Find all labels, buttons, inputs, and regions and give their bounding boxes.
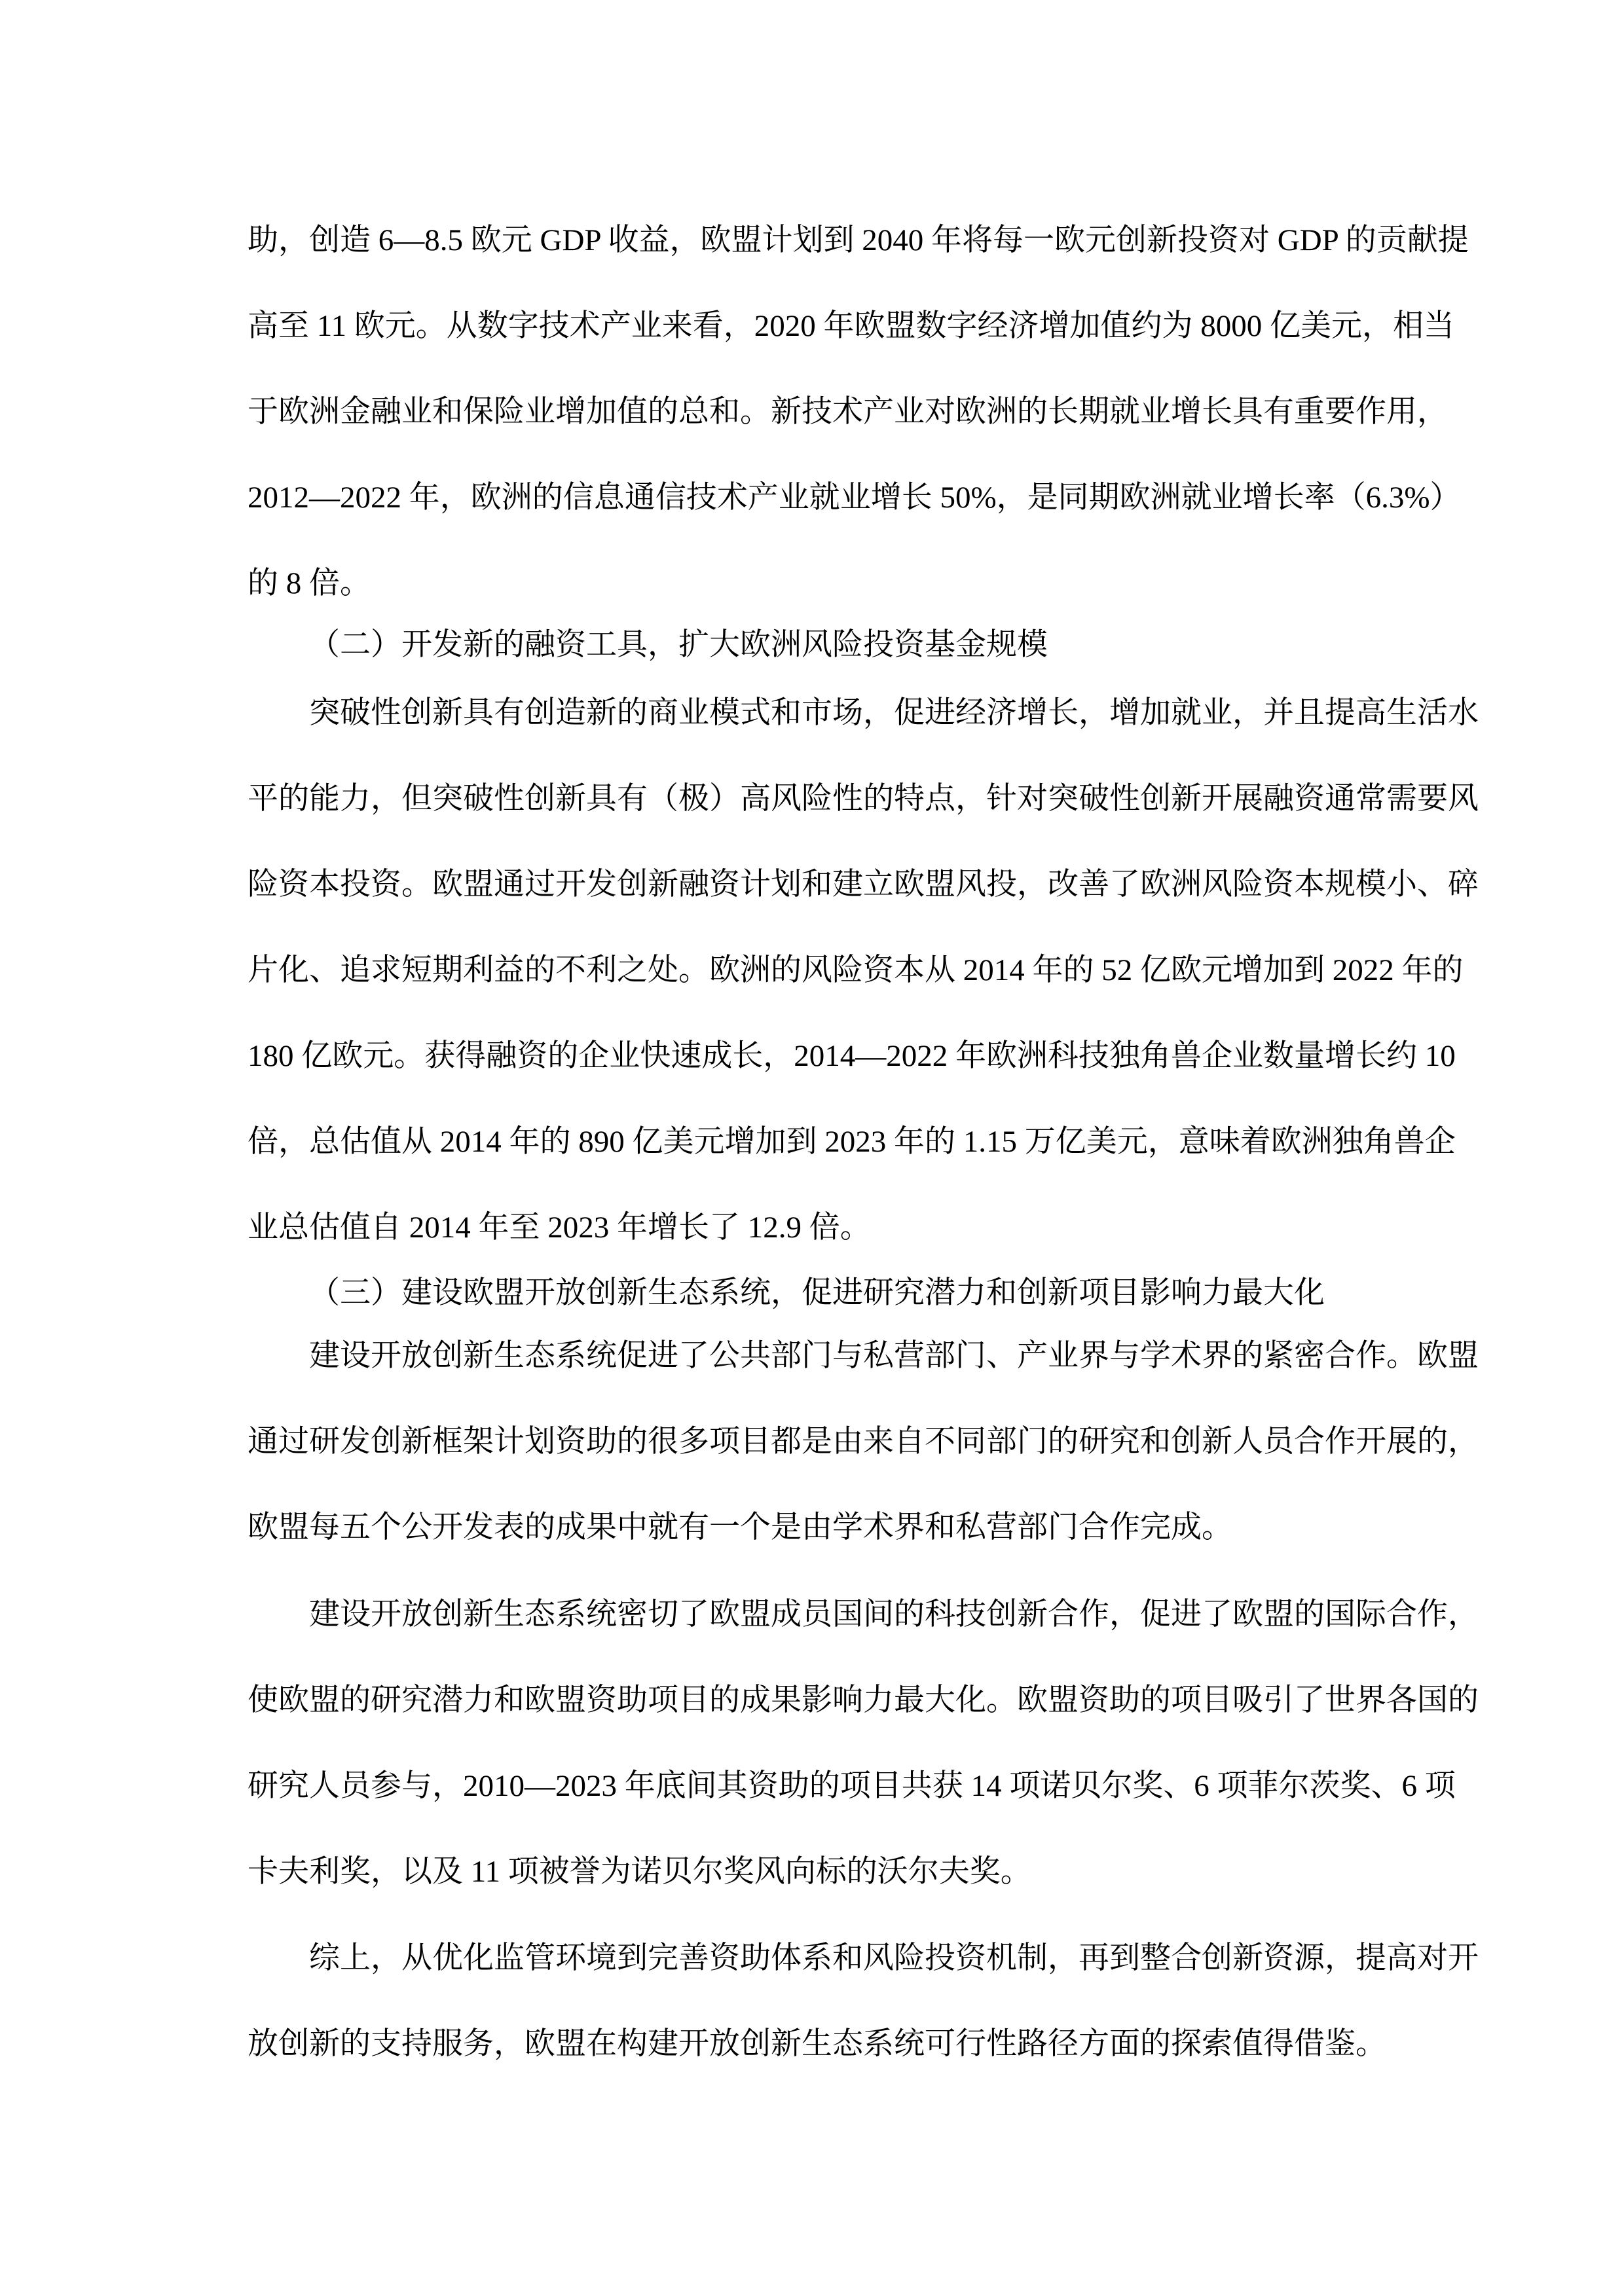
text-line: 高至 11 欧元。从数字技术产业来看，2020 年欧盟数字经济增加值约为 8000 亿美元，相当 — [248, 309, 1455, 343]
text-line: 的 8 倍。 — [248, 566, 371, 600]
text-line: 业总估值自 2014 年至 2023 年增长了 12.9 倍。 — [248, 1211, 871, 1245]
text-line: 研究人员参与，2010—2023 年底间其资助的项目共获 14 项诺贝尔奖、6 项菲尔茨奖、6 项 — [248, 1769, 1456, 1803]
text-line: 险资本投资。欧盟通过开发创新融资计划和建立欧盟风投，改善了欧洲风险资本规模小、碎 — [248, 867, 1479, 902]
text-line: 于欧洲金融业和保险业增加值的总和。新技术产业对欧洲的长期就业增长具有重要作用， — [248, 395, 1448, 429]
text-line: 倍，总估值从 2014 年的 890 亿美元增加到 2023 年的 1.15 万亿美元，意味着欧洲独角兽企 — [248, 1125, 1456, 1159]
text-line: 建设开放创新生态系统促进了公共部门与私营部门、产业界与学术界的紧密合作。欧盟 — [309, 1339, 1479, 1373]
section-heading: （三）建设欧盟开放创新生态系统，促进研究潜力和创新项目影响力最大化 — [309, 1276, 1325, 1310]
text-line: 助，创造 6—8.5 欧元 GDP 收益，欧盟计划到 2040 年将每一欧元创新投资对 GDP 的贡献提 — [248, 223, 1469, 257]
text-line: 平的能力，但突破性创新具有（极）高风险性的特点，针对突破性创新开展融资通常需要风 — [248, 782, 1479, 816]
text-line: 2012—2022 年，欧洲的信息通信技术产业就业增长 50%，是同期欧洲就业增长率（6.3%） — [248, 481, 1461, 515]
text-line: 综上，从优化监管环境到完善资助体系和风险投资机制，再到整合创新资源，提高对开 — [309, 1941, 1479, 1975]
text-line: 片化、追求短期利益的不利之处。欧洲的风险资本从 2014 年的 52 亿欧元增加到 2022 年的 — [248, 953, 1464, 987]
text-line: 180 亿欧元。获得融资的企业快速成长，2014—2022 年欧洲科技独角兽企业数量增长约 10 — [248, 1039, 1456, 1073]
text-line: 通过研发创新框架计划资助的很多项目都是由来自不同部门的研究和创新人员合作开展的， — [248, 1425, 1479, 1459]
text-line: 欧盟每五个公开发表的成果中就有一个是由学术界和私营部门合作完成。 — [248, 1510, 1232, 1544]
text-line: 突破性创新具有创造新的商业模式和市场，促进经济增长，增加就业，并且提高生活水 — [309, 696, 1479, 730]
text-line: 使欧盟的研究潜力和欧盟资助项目的成果影响力最大化。欧盟资助的项目吸引了世界各国的 — [248, 1683, 1479, 1717]
text-line: 放创新的支持服务，欧盟在构建开放创新生态系统可行性路径方面的探索值得借鉴。 — [248, 2027, 1386, 2061]
text-line: 建设开放创新生态系统密切了欧盟成员国间的科技创新合作，促进了欧盟的国际合作， — [309, 1597, 1479, 1631]
section-heading: （二）开发新的融资工具，扩大欧洲风险投资基金规模 — [309, 628, 1048, 662]
text-line: 卡夫利奖，以及 11 项被誉为诺贝尔奖风向标的沃尔夫奖。 — [248, 1855, 1031, 1889]
